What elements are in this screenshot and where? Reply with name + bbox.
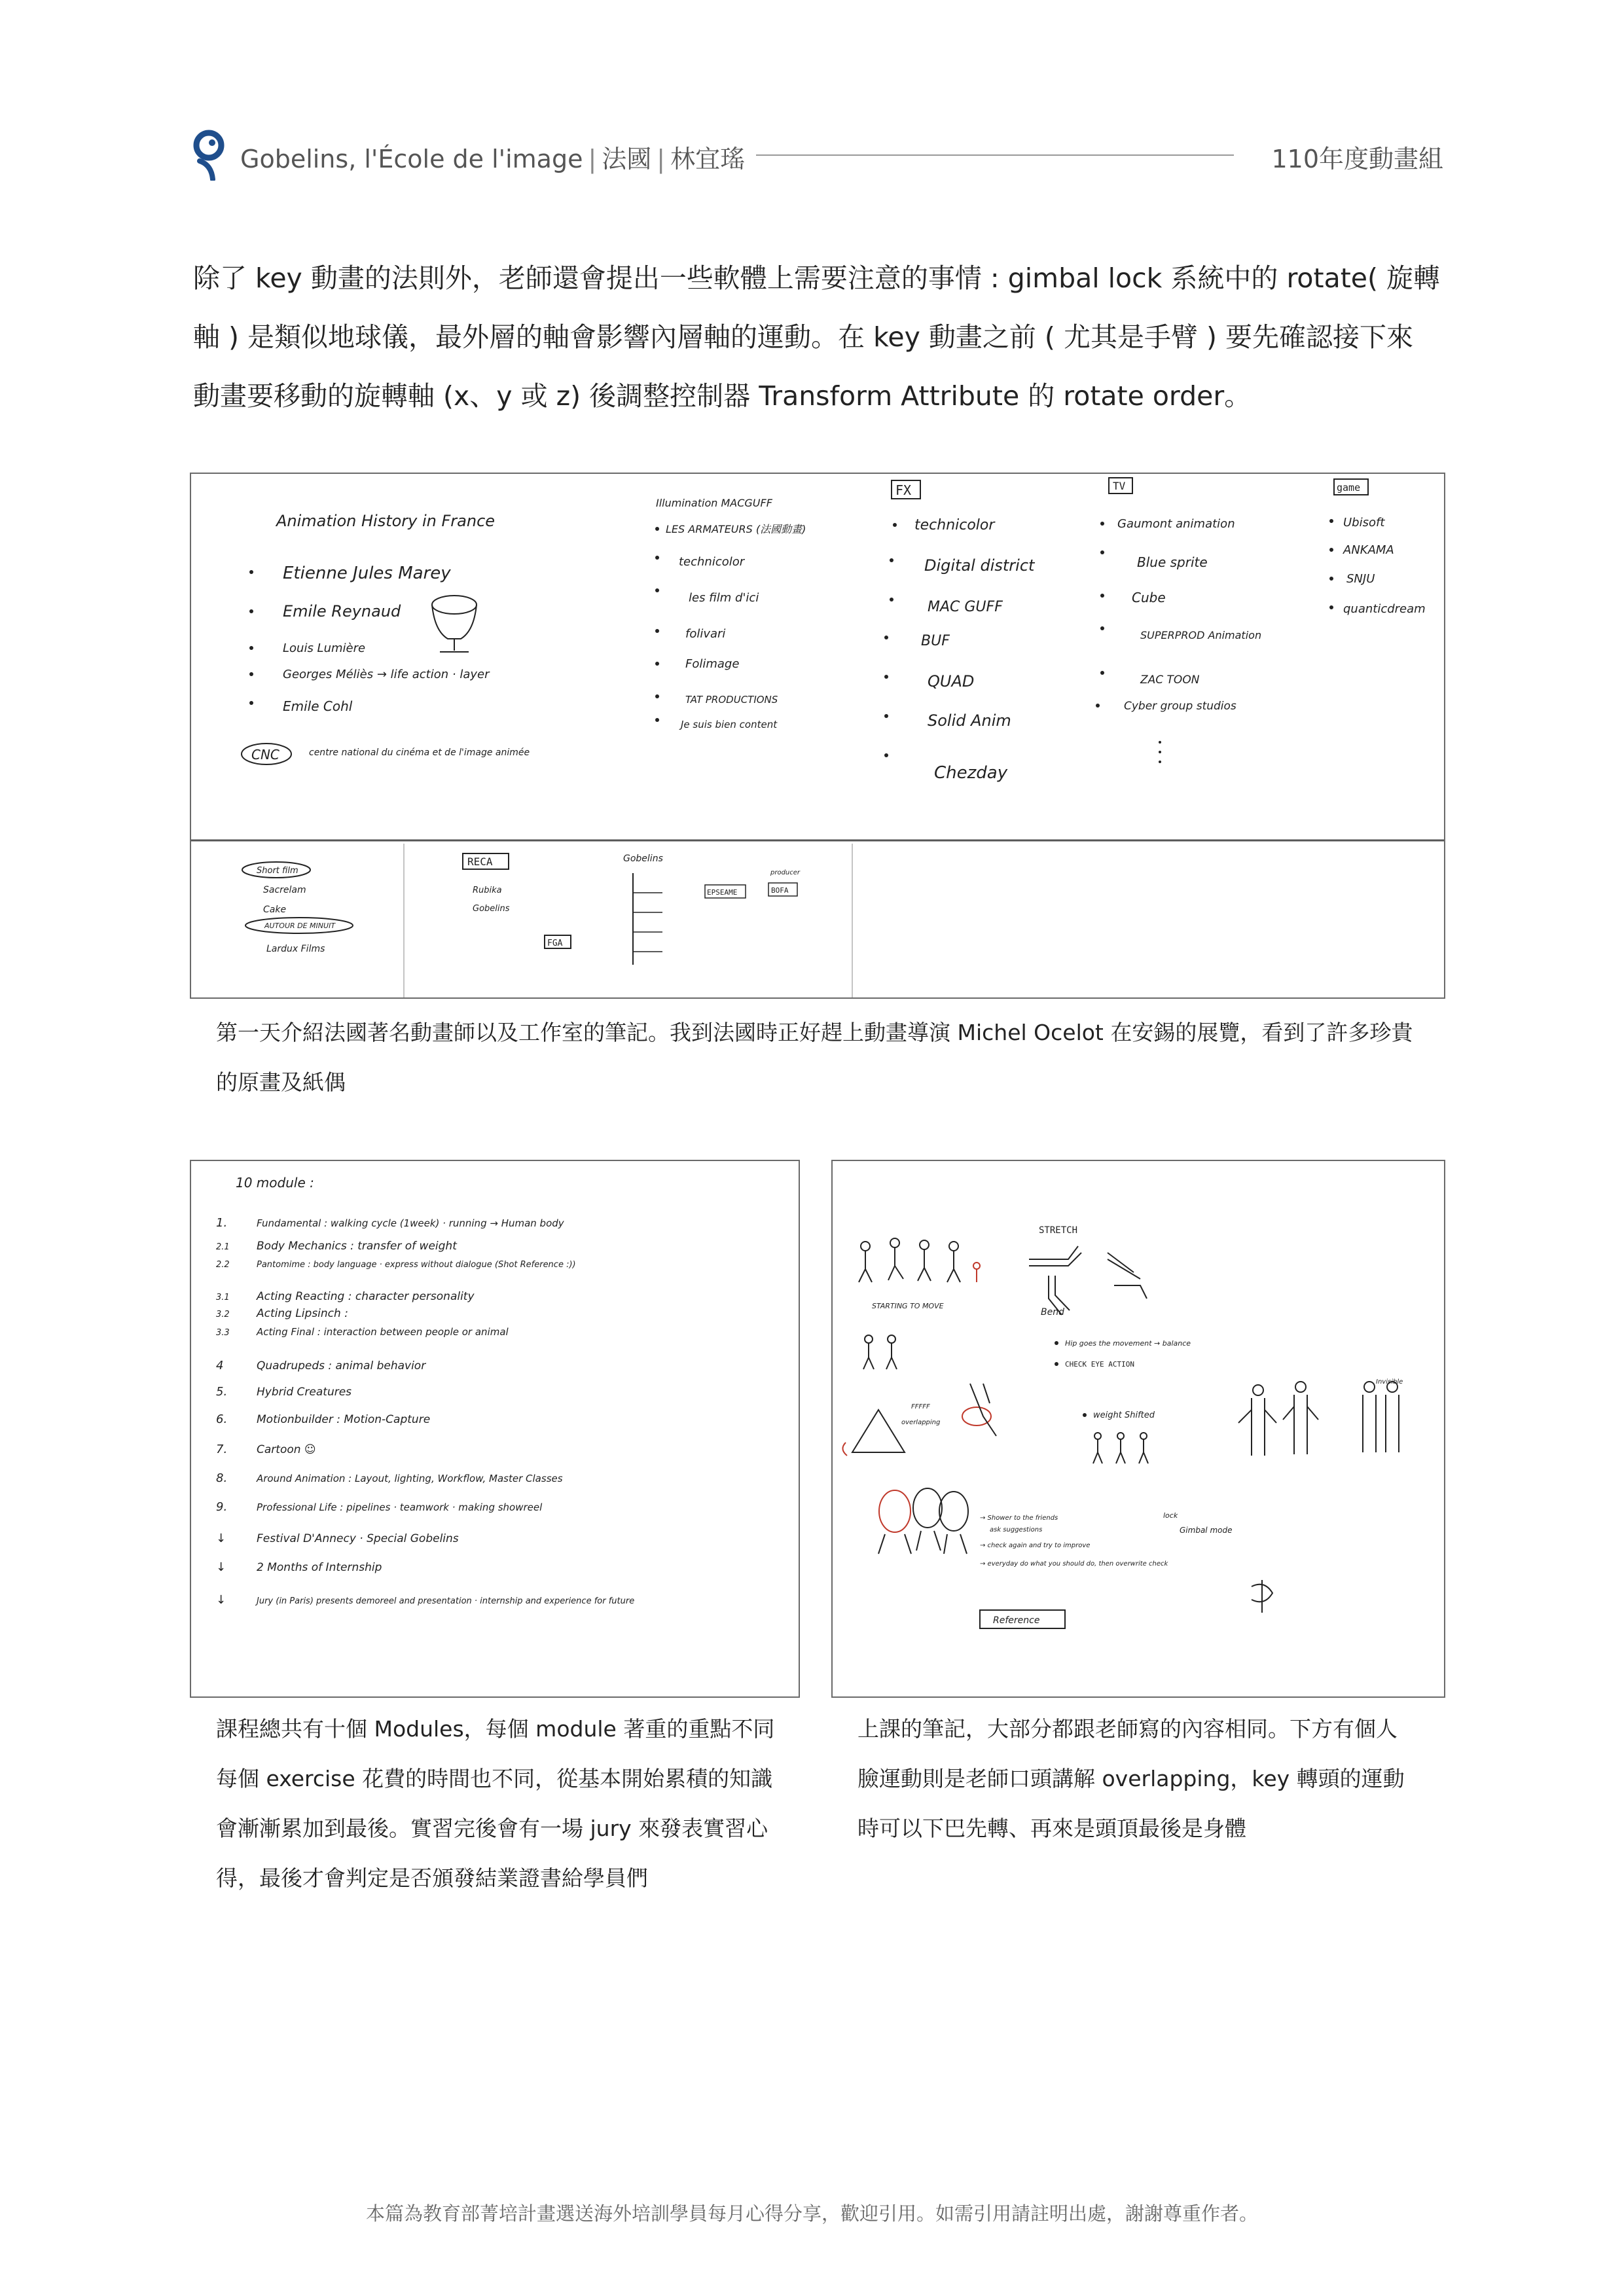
studio-name: Cake <box>263 905 287 915</box>
module-number: 2.1 <box>216 1242 230 1252</box>
caption-line: 每個 exercise 花費的時間也不同，從基本開始累積的知識 <box>216 1766 773 1791</box>
studio-name: ANKAMA <box>1343 543 1394 557</box>
country-name: 法國 <box>602 145 652 173</box>
note-person: Etienne Jules Marey <box>283 564 451 583</box>
weight-shift-figures-icon <box>1093 1433 1148 1463</box>
school-item: Rubika <box>473 886 502 895</box>
studio-name: MAC GUFF <box>928 599 1003 615</box>
caption-figure-1 <box>216 1008 1440 1107</box>
jump-sketch-icon <box>962 1384 996 1436</box>
caption-line: 會漸漸累加到最後。實習完後會有一場 jury 來發表實習心 <box>216 1816 768 1841</box>
gimbal-sketch-icon <box>1252 1580 1272 1613</box>
module-text: Jury (in Paris) presents demoreel and presentation · internship and experience for future <box>257 1596 635 1606</box>
standing-figures-icon <box>1238 1382 1399 1456</box>
studio-name: Ubisoft <box>1343 516 1385 529</box>
page-footer: 本篇為教育部菁培計畫選送海外培訓學員每月心得分享，歡迎引用。如需引用請註明出處，謝謝尊重作者。 <box>365 2202 1258 2225</box>
school-item: Gobelins <box>473 904 510 914</box>
studio-name: Illumination MACGUFF <box>656 497 772 509</box>
header-divider <box>756 154 1234 156</box>
gobelins-logo-icon <box>193 128 225 181</box>
studio-name: TAT PRODUCTIONS <box>685 694 778 706</box>
sketch-label: Reference <box>993 1615 1040 1626</box>
module-text: Body Mechanics : transfer of weight <box>257 1240 457 1253</box>
sketch-note: Hip goes the movement → balance <box>1065 1339 1191 1348</box>
module-text: Pantomime : body language · express without dialogue (Shot Reference :)) <box>257 1260 576 1270</box>
notes-image-modules <box>190 1160 800 1698</box>
module-number: ↓ <box>216 1560 226 1574</box>
modules-heading: 10 module : <box>236 1175 314 1191</box>
module-number: 8. <box>216 1471 228 1485</box>
module-text: Hybrid Creatures <box>257 1386 352 1399</box>
studio-name: Chezday <box>934 763 1008 783</box>
studio-name: Folimage <box>685 657 740 671</box>
module-text: Acting Lipsinch : <box>257 1307 348 1320</box>
cnc-label: CNC <box>251 747 280 762</box>
module-number: ↓ <box>216 1532 226 1545</box>
sketch-label: Invisible <box>1376 1378 1403 1386</box>
sketch-label: overlapping <box>901 1419 941 1426</box>
module-number: 6. <box>216 1412 228 1426</box>
stretch-bend-sketch-icon <box>1029 1246 1147 1315</box>
producer-label: producer <box>770 869 801 876</box>
module-text: Around Animation : Layout, lighting, Workflow, Master Classes <box>257 1473 563 1484</box>
module-text: Acting Reacting : character personality <box>257 1290 475 1303</box>
walk-cycle-sketch-icon <box>859 1238 960 1282</box>
group-label: 110年度動畫組 <box>1271 145 1443 173</box>
studio-name: les film d'ici <box>689 591 759 605</box>
gobelins-label: Gobelins <box>623 853 663 864</box>
module-number: 5. <box>216 1385 228 1399</box>
game-label: game <box>1337 482 1361 493</box>
modules-drawing <box>191 1161 799 1696</box>
studio-name: Blue sprite <box>1137 554 1208 570</box>
module-text: Acting Final : interaction between people or animal <box>257 1326 509 1338</box>
studio-name: ZAC TOON <box>1140 673 1200 687</box>
module-text: Professional Life : pipelines · teamwork · making showreel <box>257 1501 543 1513</box>
sketch-label: STARTING TO MOVE <box>872 1302 944 1310</box>
studio-name: QUAD <box>928 672 975 691</box>
sketch-note: → check again and try to improve <box>980 1542 1091 1549</box>
caption-figure-2 <box>216 1704 799 1903</box>
triangle-diagram-icon <box>842 1410 905 1456</box>
reca-label: RECA <box>467 855 493 868</box>
intro-line: 動畫要移動的旋轉軸 (x、y 或 z) 後調整控制器 Transform Attribute 的 rotate order。 <box>193 380 1252 412</box>
studio-name: Je suis bien content <box>681 719 778 730</box>
praxinoscope-sketch-icon <box>432 596 477 652</box>
note-title: Animation History in France <box>276 512 496 530</box>
module-text: 2 Months of Internship <box>257 1561 382 1574</box>
notes-image-sketches <box>831 1160 1445 1698</box>
studio-name: folivari <box>685 627 726 641</box>
caption-line: 課程總共有十個 Modules，每個 module 著重的重點不同 <box>216 1716 775 1742</box>
intro-paragraph <box>193 249 1447 425</box>
caption-figure-3 <box>857 1704 1447 1854</box>
module-number: 9. <box>216 1500 228 1514</box>
studio-name: BUF <box>921 633 950 649</box>
note-person: Emile Cohl <box>283 698 353 714</box>
sketch-label: STRETCH <box>1039 1225 1078 1236</box>
studio-name: Digital district <box>924 556 1035 575</box>
intro-line: 除了 key 動畫的法則外，老師還會提出一些軟體上需要注意的事情 : gimbal lock 系統中的 rotate( 旋轉 <box>193 262 1441 294</box>
sketch-note: → everyday do what you should do, then overwrite check <box>980 1560 1168 1568</box>
tv-label: TV <box>1113 480 1126 492</box>
sketches-drawing <box>833 1161 1444 1696</box>
box-label: BOFA <box>771 886 789 895</box>
caption-line: 上課的筆記，大部分都跟老師寫的內容相同。下方有個人 <box>857 1716 1398 1742</box>
sketch-note: CHECK EYE ACTION <box>1065 1360 1134 1369</box>
notes-drawing <box>191 474 1444 997</box>
studio-name: Lardux Films <box>266 944 325 954</box>
studio-name: Sacrelam <box>263 885 306 895</box>
module-number: 3.3 <box>216 1328 230 1338</box>
module-number: 7. <box>216 1443 228 1456</box>
module-number: 3.1 <box>216 1293 230 1302</box>
short-film-label: Short film <box>257 866 298 876</box>
module-number: 2.2 <box>216 1260 230 1270</box>
caption-line: 得，最後才會判定是否頒發結業證書給學員們 <box>216 1865 648 1891</box>
studio-name: AUTOUR DE MINUIT <box>264 922 336 930</box>
studio-name: LES ARMATEURS (法國動畫) <box>666 523 806 535</box>
author-name: 林宜瑤 <box>670 145 746 173</box>
red-figure-sketch-icon <box>973 1263 980 1282</box>
studio-name: technicolor <box>679 555 745 569</box>
module-number: 1. <box>216 1216 228 1230</box>
studio-name: Cyber group studios <box>1124 700 1236 713</box>
walk-small-sketch-icon <box>863 1335 897 1369</box>
box-label: EPSEAME <box>707 888 738 897</box>
module-text: Festival D'Annecy · Special Gobelins <box>257 1532 459 1545</box>
fga-label: FGA <box>547 939 563 948</box>
note-person: Georges Méliès → life action · layer <box>283 668 490 681</box>
sketch-label: weight Shifted <box>1093 1410 1155 1420</box>
module-text: Motionbuilder : Motion-Capture <box>257 1413 431 1426</box>
studio-name: Gaumont animation <box>1117 517 1235 531</box>
studio-name: technicolor <box>914 517 995 533</box>
module-text: Fundamental : walking cycle (1week) · running → Human body <box>257 1217 564 1229</box>
cnc-description: centre national du cinéma et de l'image animée <box>309 747 530 758</box>
module-number: ↓ <box>216 1593 226 1607</box>
sketch-label: lock <box>1163 1511 1178 1520</box>
sketch-note: ask suggestions <box>990 1526 1043 1534</box>
module-number: 4 <box>216 1359 224 1372</box>
studio-name: quanticdream <box>1343 602 1426 616</box>
header-title: Gobelins, l'École de l'image | 法國 | 林宜瑤 <box>240 145 746 173</box>
note-person: Louis Lumière <box>283 641 366 655</box>
sketch-note: → Shower to the friends <box>980 1515 1058 1522</box>
studio-name: Solid Anim <box>928 711 1011 730</box>
faces-overlapping-sketch-icon <box>878 1488 968 1554</box>
caption-line: 的原畫及紙偶 <box>216 1069 346 1095</box>
studio-name: SNJU <box>1346 572 1375 586</box>
caption-line: 第一天介紹法國著名動畫師以及工作室的筆記。我到法國時正好趕上動畫導演 Michel Ocelot 在安錫的展覽，看到了許多珍貴 <box>216 1020 1413 1045</box>
studio-name: Cube <box>1132 590 1166 605</box>
notes-image-animation-history <box>190 473 1445 999</box>
fx-label: FX <box>895 482 912 498</box>
caption-line: 臉運動則是老師口頭講解 overlapping，key 轉頭的運動 <box>857 1766 1405 1791</box>
sketch-label: Bend <box>1041 1307 1064 1318</box>
sketch-label: Gimbal mode <box>1180 1526 1233 1535</box>
studio-name: SUPERPROD Animation <box>1140 629 1262 641</box>
sketch-label: FFFFF <box>911 1403 930 1410</box>
page-header <box>193 124 1443 183</box>
intro-line: 軸 ) 是類似地球儀，最外層的軸會影響內層軸的運動。在 key 動畫之前 ( 尤其是手臂 ) 要先確認接下來 <box>193 321 1414 353</box>
note-person: Emile Reynaud <box>283 602 401 620</box>
module-text: Cartoon ☺ <box>257 1443 316 1456</box>
module-number: 3.2 <box>216 1310 230 1319</box>
module-text: Quadrupeds : animal behavior <box>257 1359 426 1372</box>
school-name: Gobelins, l'École de l'image <box>240 145 583 173</box>
caption-line: 時可以下巴先轉、再來是頭頂最後是身體 <box>857 1816 1246 1841</box>
